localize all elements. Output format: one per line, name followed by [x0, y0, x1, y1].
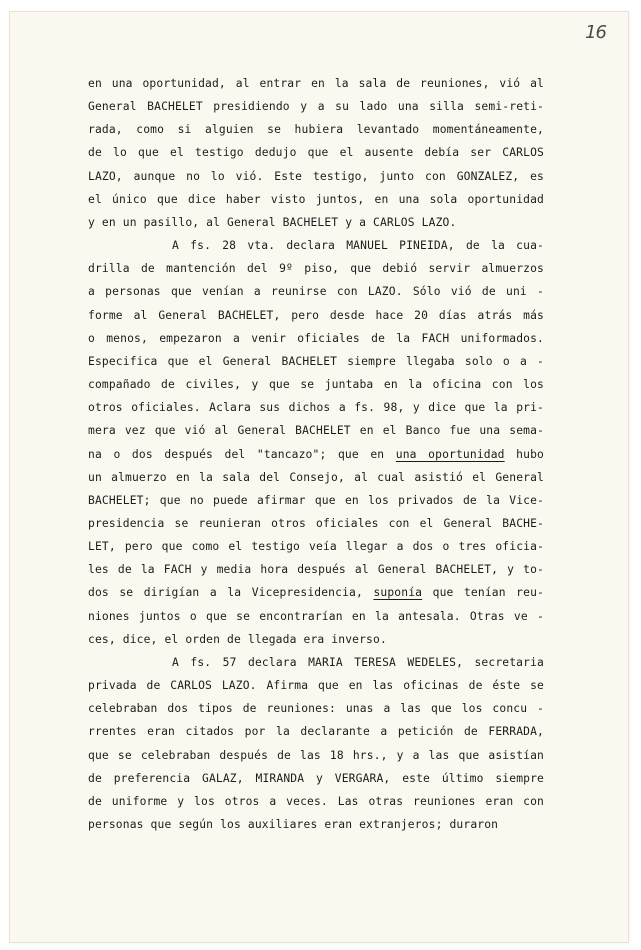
- text-line: [88, 72, 544, 95]
- text-segment: y en un pasillo, al General BACHELET y a CARLOS LAZO.: [88, 215, 457, 229]
- text-line: [88, 535, 544, 558]
- text-line: [88, 744, 544, 767]
- text-line: [88, 489, 544, 512]
- text-line: [88, 141, 544, 164]
- text-segment: que tenían reu-: [422, 586, 544, 600]
- text-segment: el único que dice haber visto juntos, en una sola oportunidad: [88, 192, 544, 206]
- text-line: [88, 720, 544, 743]
- text-line: [88, 280, 544, 303]
- text-segment: a personas que venían a reunirse con LAZO. Sólo vió de uni -: [88, 285, 544, 299]
- text-segment: les de la FACH y media hora después al General BACHELET, y to-: [88, 563, 544, 577]
- text-line: [88, 234, 544, 257]
- text-segment: Especifica que el General BACHELET siempre llegaba solo o a -: [88, 354, 544, 368]
- text-line: [88, 466, 544, 489]
- body-text: [88, 72, 544, 836]
- text-segment: LAZO, aunque no lo vió. Este testigo, junto con GONZALEZ, es: [88, 169, 544, 183]
- text-line: [88, 118, 544, 141]
- text-line: [88, 188, 544, 211]
- text-line: [88, 581, 544, 604]
- text-line: [88, 257, 544, 280]
- text-line: [88, 304, 544, 327]
- text-segment: General BACHELET presidiendo y a su lado una silla semi-reti-: [88, 100, 544, 114]
- text-segment: de lo que el testigo dedujo que el ausente debía ser CARLOS: [88, 146, 544, 160]
- text-line: [88, 350, 544, 373]
- text-line: [88, 651, 544, 674]
- text-line: [88, 512, 544, 535]
- document-page: [10, 12, 628, 942]
- text-segment: que se celebraban después de las 18 hrs., y a las que asistían: [88, 748, 544, 762]
- text-line: [88, 813, 544, 836]
- text-line: [88, 674, 544, 697]
- text-line: [88, 211, 544, 234]
- text-segment: personas que según los auxiliares eran extranjeros; duraron: [88, 818, 499, 831]
- text-line: [88, 95, 544, 118]
- text-line: [88, 628, 544, 651]
- text-line: [88, 327, 544, 350]
- underlined-text: una oportunidad: [395, 447, 505, 461]
- text-segment: privada de CARLOS LAZO. Afirma que en las oficinas de éste se: [88, 679, 544, 693]
- text-segment: en una oportunidad, al entrar en la sala de reuniones, vió al: [88, 77, 544, 90]
- text-line: [88, 419, 544, 442]
- text-segment: A fs. 57 declara MARIA TERESA WEDELES, secretaria: [172, 655, 544, 669]
- text-segment: otros oficiales. Aclara sus dichos a fs. 98, y dice que la pri-: [88, 401, 544, 415]
- text-segment: de preferencia GALAZ, MIRANDA y VERGARA, este último siempre: [88, 771, 544, 785]
- text-segment: drilla de mantención del 9º piso, que debió servir almuerzos: [88, 262, 544, 276]
- text-segment: dos se dirigían a la Vicepresidencia,: [88, 586, 374, 600]
- text-line: [88, 165, 544, 188]
- text-segment: rada, como si alguien se hubiera levantado momentáneamente,: [88, 123, 544, 137]
- text-segment: hubo: [504, 447, 544, 461]
- page-number: 16: [585, 22, 606, 43]
- text-segment: o menos, empezaron a venir oficiales de la FACH uniformados.: [88, 331, 544, 345]
- text-line: [88, 396, 544, 419]
- text-line: [88, 605, 544, 628]
- text-segment: ces, dice, el orden de llegada era inverso.: [88, 632, 387, 646]
- text-segment: niones juntos o que se encontrarían en la antesala. Otras ve -: [88, 609, 544, 623]
- text-segment: celebraban dos tipos de reuniones: unas a las que los concu -: [88, 702, 544, 716]
- text-line: [88, 767, 544, 790]
- underlined-text: suponía: [373, 586, 423, 600]
- text-line: [88, 558, 544, 581]
- text-segment: un almuerzo en la sala del Consejo, al cual asistió el General: [88, 470, 544, 484]
- text-segment: presidencia se reunieran otros oficiales con el General BACHE-: [88, 516, 544, 530]
- text-segment: BACHELET; que no puede afirmar que en los privados de la Vice-: [88, 493, 544, 507]
- text-line: [88, 373, 544, 396]
- text-line: [88, 790, 544, 813]
- text-segment: A fs. 28 vta. declara MANUEL PINEIDA, de la cua-: [172, 239, 544, 253]
- text-segment: LET, pero que como el testigo veía llegar a dos o tres oficia-: [88, 540, 544, 554]
- text-segment: compañado de civiles, y que se juntaba en la oficina con los: [88, 378, 544, 392]
- text-segment: forme al General BACHELET, pero desde hace 20 días atrás más: [88, 308, 544, 322]
- text-segment: rrentes eran citados por la declarante a petición de FERRADA,: [88, 725, 544, 739]
- text-segment: na o dos después del "tancazo"; que en: [88, 447, 396, 461]
- text-segment: mera vez que vió al General BACHELET en el Banco fue una sema-: [88, 424, 544, 438]
- text-line: [88, 443, 544, 466]
- text-segment: de uniforme y los otros a veces. Las otras reuniones eran con: [88, 794, 544, 808]
- text-line: [88, 697, 544, 720]
